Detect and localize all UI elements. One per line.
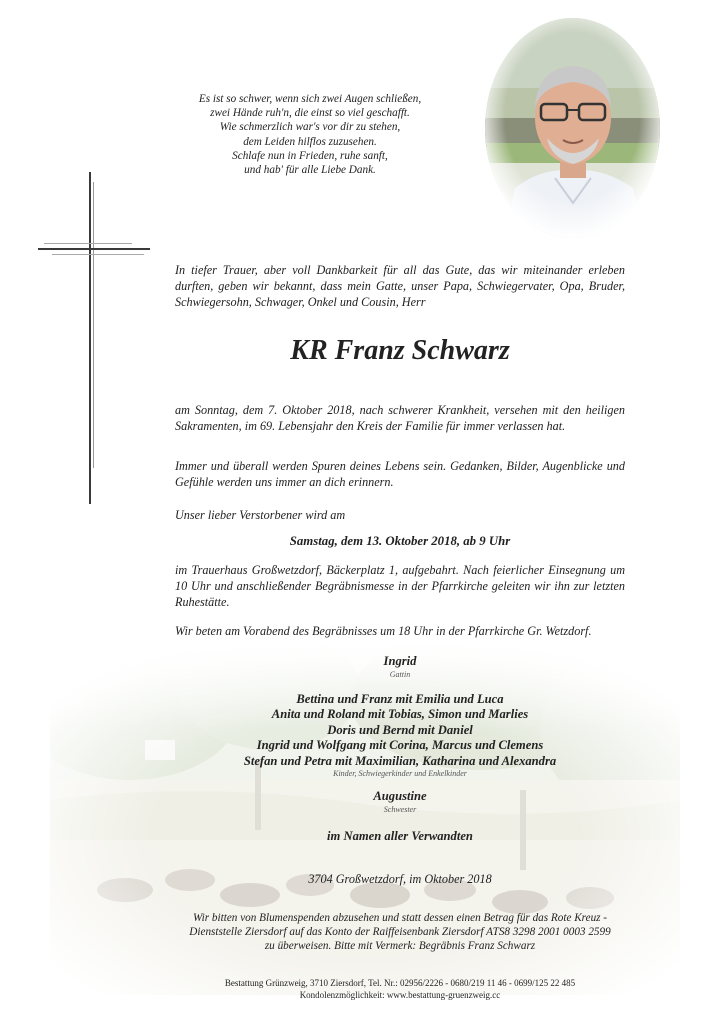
donation-line: zu überweisen. Bitte mit Vermerk: Begräbnis Franz Schwarz [264,940,536,952]
child-line: Stefan und Petra mit Maximilian, Katharina und Alexandra [243,753,557,768]
child-line: Ingrid und Wolfgang mit Corina, Marcus und Clemens [256,738,544,752]
donation-line: Dienststelle Ziersdorf auf das Konto der Raiffeisenbank Ziersdorf ATS8 3298 2001 0003 2599 [189,926,611,938]
cross-icon [89,172,91,504]
cross-bar [38,248,150,250]
child-line: Bettina und Franz mit Emilia und Luca [296,691,504,706]
death-notice: am Sonntag, dem 7. Oktober 2018, nach schwerer Krankheit, versehen mit den heiligen Sakramenten, im 69. Lebensjahr den Kreis der Familie für immer verlassen hat. [175,403,625,433]
deceased-name: KR Franz Schwarz [290,335,510,366]
viewing-date: Samstag, dem 13. Oktober 2018, ab 9 Uhr [289,534,511,548]
poem-line: Schlafe nun in Frieden, ruhe sanft, [232,149,388,162]
poem [150,92,470,177]
footer-contact: Bestattung Grünzweig, 3710 Ziersdorf, Tel. Nr.: 02956/2226 - 0680/219 11 46 - 0699/125 22 485 [224,978,576,988]
poem-line: Wie schmerzlich war's vor dir zu stehen, [219,121,401,134]
intro-text: In tiefer Trauer, aber voll Dankbarkeit für all das Gute, das wir miteinander erleben durften, geben wir bekannt, dass mein Gatte, unser Papa, Schwiegervater, Opa, Bruder, Schwiegersohn, Schwager, Onkel und Cousin, Herr [175,263,625,309]
donation-note [175,911,625,953]
poem-line: Es ist so schwer, wenn sich zwei Augen schließen, [198,93,422,105]
footer-website: Kondolenzmöglichkeit: www.bestattung-gruenzweig.cc [299,990,501,1000]
child-line: Anita und Roland mit Tobias, Simon und Marlies [271,707,529,721]
poem-line: und hab' für alle Liebe Dank. [244,164,376,177]
poem-line: zwei Hände ruh'n, die einst so viel geschafft. [210,107,410,120]
wife-name: Ingrid [383,654,417,668]
cross-line [93,182,94,468]
viewing-text: im Trauerhaus Großwetzdorf, Bäckerplatz 1, aufgebahrt. Nach feierlicher Einsegnung um 10 Uhr und anschließender Begräbnismesse in der Pfarrkirche geleiten wir ihn zur letzten Ruhestätte. [175,563,625,609]
portrait-photo [485,18,660,238]
family-list [175,654,625,844]
announce-text: Unser lieber Verstorbener wird am [175,508,346,522]
funeral-home-footer [120,977,680,1001]
prayer-text: Wir beten am Vorabend des Begräbnisses um 18 Uhr in der Pfarrkirche Gr. Wetzdorf. [175,624,592,638]
cross-bar-thin [52,254,144,255]
place-date: 3704 Großwetzdorf, im Oktober 2018 [308,872,492,886]
sister-name: Augustine [373,789,427,803]
portrait-illustration [485,18,660,238]
donation-line: Wir bitten von Blumenspenden abzusehen und statt dessen einen Betrag für das Rote Kreuz - [192,912,608,924]
children-role: Kinder, Schwiegerkinder und Enkelkinder [333,769,467,778]
wife-role: Gattin [389,669,411,679]
poem-line: dem Leiden hilflos zuzusehen. [243,135,377,148]
relatives-text: im Namen aller Verwandten [327,828,473,843]
child-line: Doris und Bernd mit Daniel [327,722,473,737]
sister-role: Schwester [383,804,417,814]
cross-bar-thin [44,243,132,244]
memory-text: Immer und überall werden Spuren deines Lebens sein. Gedanken, Bilder, Augenblicke und Gefühle werden uns immer an dich erinnern. [175,459,625,489]
